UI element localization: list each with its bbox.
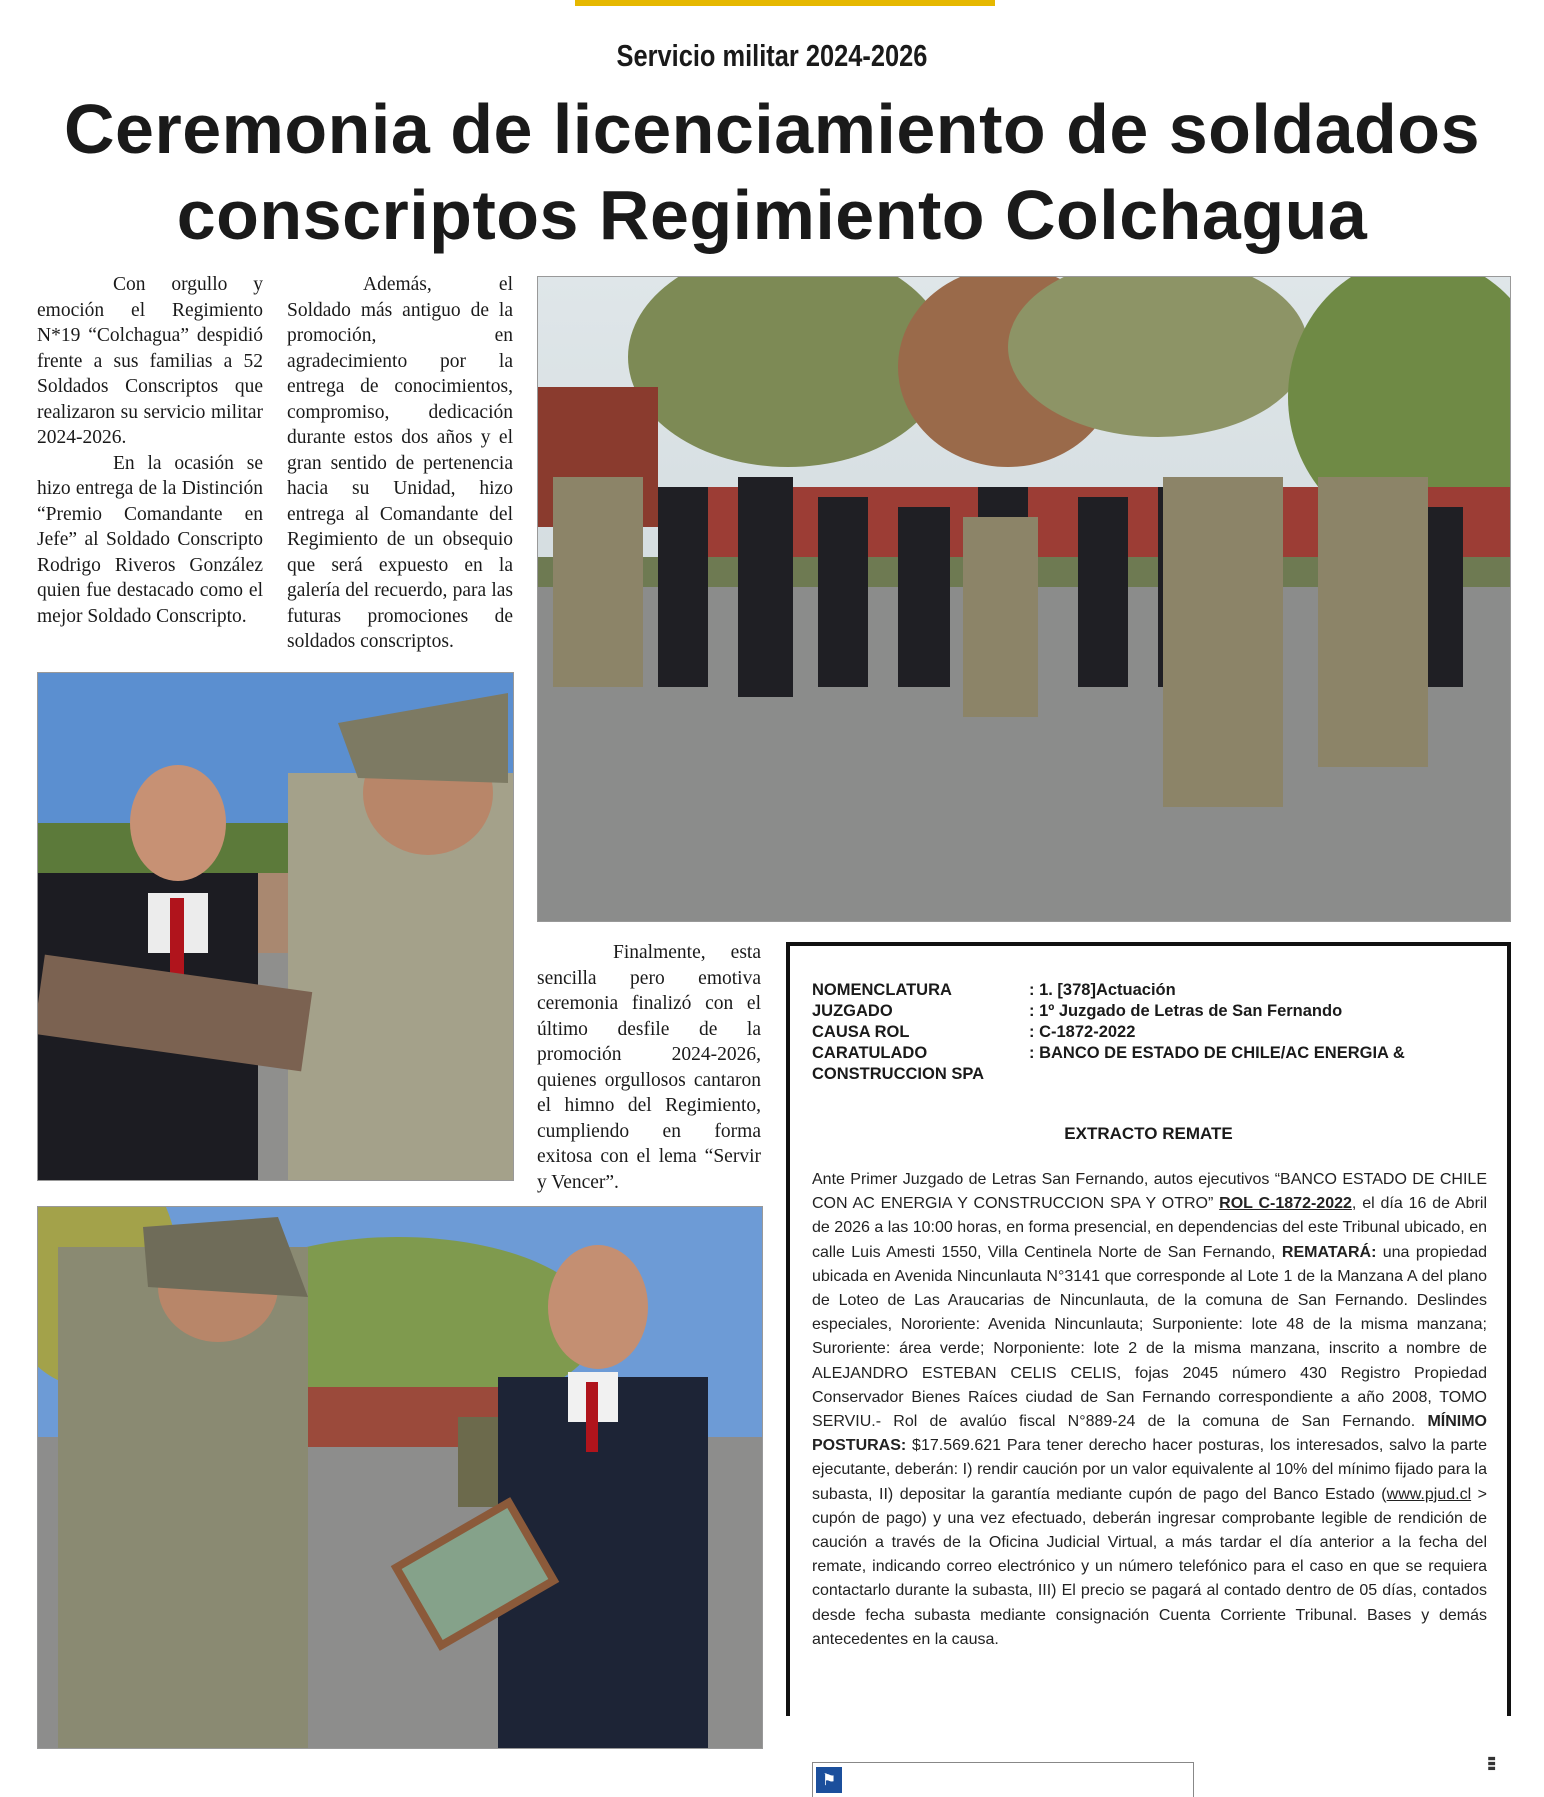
notice-row-key: CARATULADO bbox=[812, 1044, 928, 1062]
parade-photo-image bbox=[538, 277, 1510, 921]
article-column-2 bbox=[287, 272, 513, 655]
notice-text: , el día 16 de Abril de 2026 a las 10:00 horas, en forma presencial, en dependencias del este Tribunal ubicado, en calle Luis Amesti 1550, Villa Centinela Norte de San Fernando, bbox=[812, 1195, 1488, 1261]
award-photo-1-image bbox=[38, 673, 513, 1180]
headline bbox=[0, 86, 1544, 258]
notice-row-key-cont: CONSTRUCCION SPA bbox=[812, 1065, 985, 1083]
kicker: Servicio militar 2024-2026 bbox=[616, 38, 928, 73]
paragraph: En la ocasión se hizo entrega de la Distinción “Premio Comandante en Jefe” al Soldado Conscripto Rodrigo Riveros González quien fue destacado como el mejor Soldado Conscripto. bbox=[37, 452, 263, 627]
notice-rol: ROL C-1872-2022 bbox=[1219, 1195, 1352, 1213]
notice-row bbox=[812, 1064, 1492, 1085]
parade-photo bbox=[537, 276, 1511, 922]
notice-row bbox=[812, 980, 1492, 1001]
pjud-link[interactable]: www.pjud.cl bbox=[1386, 1485, 1472, 1503]
paragraph: Además, el Soldado más antiguo de la promoción, en agradecimiento por la entrega de conocimientos, compromiso, dedicación durante estos dos años y el gran sentido de pertenencia hacia su Unidad, hizo entrega al Comandante del Regimiento de un obsequio que será expuesto en la galería del recuerdo, para las futuras promociones de soldados conscriptos. bbox=[287, 274, 513, 652]
notice-text: una propiedad ubicada en Avenida Nincunlauta N°3141 que corresponde al Lote 1 de la Manzana A del plano de Loteo de Las Araucarias de Nincunlauta, de la comuna de San Fernando. Deslindes especiales, Nororiente: Avenida Nincunlauta; Surponiente: lote 48 de la misma manzana; Suroriente: área verde; Norponiente: lote 2 de la misma manzana, inscrito a nombre de ALEJANDRO ESTEBAN CELIS CELIS, fojas 2045 número 430 Registro Propiedad Conservador Bienes Raíces ciudad de San Fernando correspondiente a año 2008, TOMO SERVIU.- Rol de avalúo fiscal N°889-24 de la comuna de San Fernando. bbox=[812, 1243, 1487, 1431]
award-photo-2 bbox=[37, 1206, 763, 1749]
notice-row-value: : BANCO DE ESTADO DE CHILE/AC ENERGIA & bbox=[1029, 1044, 1405, 1062]
paragraph: Con orgullo y emoción el Regimiento N*19 “Colchagua” despidió frente a sus familias a 52 Soldados Conscriptos que realizaron su servicio militar 2024-2026. bbox=[37, 274, 263, 448]
notice-header-table bbox=[812, 980, 1492, 1085]
notice-text: > cupón de pago) y una vez efectuado, deberán ingresar comprobante legible de rendición de caución a través de la Oficina Judicial Virtual, a más tardar el día anterior a la fecha del remate, indicando correo electrónico y un número telefónico para el caso en que se requiera contactarlo durante la subasta, III) El precio se pagará al contado dentro de 05 días, contados desde fecha subasta mediante consignación Cuenta Corriente Tribunal. Bases y demás antecedentes en la causa. bbox=[812, 1485, 1487, 1648]
notice-body bbox=[812, 1168, 1487, 1652]
notice-row bbox=[812, 1022, 1492, 1043]
notice-row bbox=[812, 1001, 1492, 1022]
notice-row-value: : 1. [378]Actuación bbox=[1029, 981, 1176, 999]
article-column-3 bbox=[537, 940, 761, 1195]
legal-notice bbox=[786, 942, 1511, 1716]
notice-row-key: NOMENCLATURA bbox=[812, 981, 952, 999]
notice-text: $17.569.621 Para tener derecho hacer posturas, los interesados, salvo la parte ejecutante, deberán: I) rendir caución por un valor equivalente al 10% del mínimo fijado para la subasta, II) depositar la garantía mediante cupón de pago del Banco Estado ( bbox=[812, 1437, 1487, 1503]
notice-row bbox=[812, 1043, 1492, 1064]
notice-text: Ante Primer Juzgado de Letras San Fernando, autos ejecutivos “BANCO ESTADO DE CHILE CON AC ENERGIA Y CONSTRUCCION SPA Y OTRO” bbox=[812, 1171, 1487, 1213]
notice-row-value: : 1º Juzgado de Letras de San Fernando bbox=[1029, 1002, 1343, 1020]
notice-row-key: CAUSA ROL bbox=[812, 1023, 910, 1041]
next-ad-box bbox=[812, 1762, 1194, 1797]
flag-logo-icon: ⚑ bbox=[816, 1767, 842, 1793]
notice-minimo: MÍNIMO POSTURAS: bbox=[812, 1413, 1487, 1455]
headline-line-2: conscriptos Regimiento Colchagua bbox=[176, 176, 1368, 254]
notice-remata: REMATARÁ: bbox=[1281, 1243, 1377, 1261]
award-photo-2-image bbox=[38, 1207, 762, 1748]
paragraph: Finalmente, esta sencilla pero emotiva ceremonia finalizó con el último desfile de la promoción 2024-2026, quienes orgullosos cantaron el himno del Regimiento, cumpliendo en forma exitosa con el lema “Servir y Vencer”. bbox=[537, 942, 761, 1193]
top-accent-bar bbox=[575, 0, 995, 6]
notice-title: EXTRACTO REMATE bbox=[1064, 1124, 1233, 1143]
headline-line-1: Ceremonia de licenciamiento de soldados bbox=[63, 90, 1480, 168]
notice-row-value: : C-1872-2022 bbox=[1029, 1023, 1136, 1041]
side-code-mark: ▮▮▮ bbox=[1485, 1756, 1496, 1771]
notice-row-key: JUZGADO bbox=[812, 1002, 893, 1020]
award-photo-1 bbox=[37, 672, 514, 1181]
article-column-1 bbox=[37, 272, 263, 629]
